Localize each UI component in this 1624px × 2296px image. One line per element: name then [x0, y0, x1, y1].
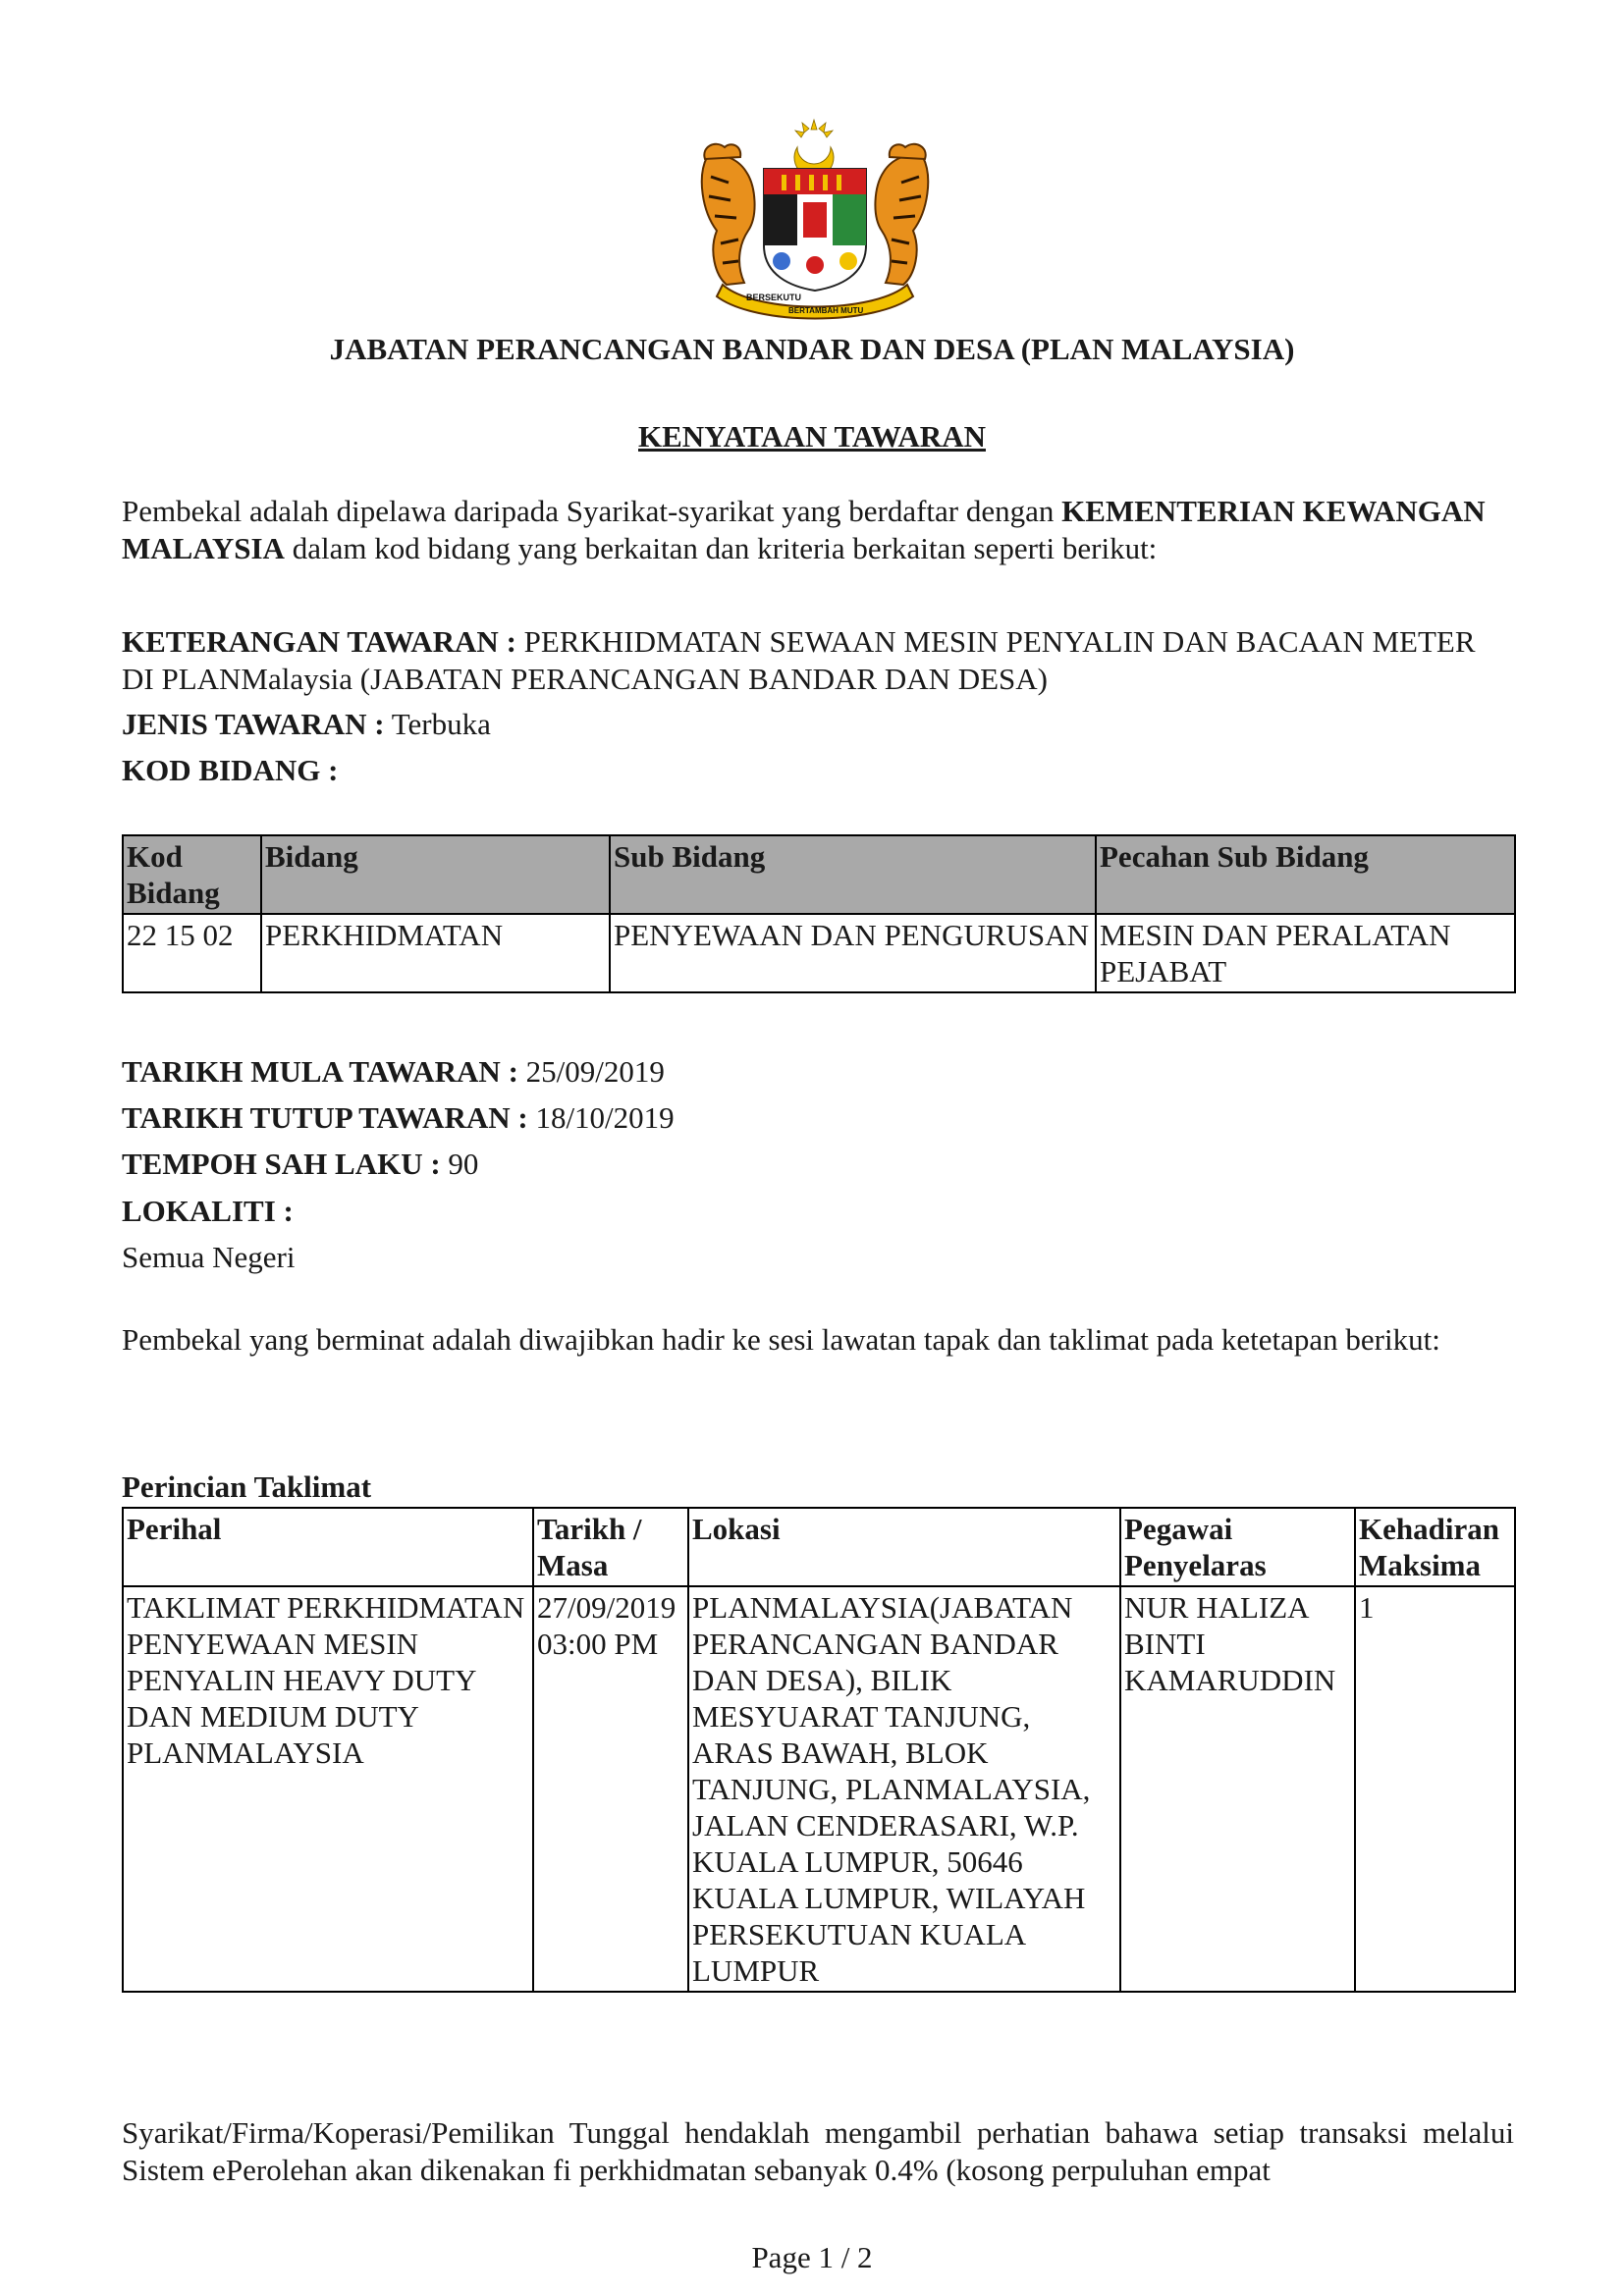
tempoh-sah-laku: TEMPOH SAH LAKU : 90: [122, 1147, 479, 1181]
taklimat-heading: Perincian Taklimat: [122, 1469, 372, 1504]
column-header: Lokasi: [688, 1508, 1120, 1586]
kod-bidang-table: [122, 834, 1516, 993]
lokaliti-value: Semua Negeri: [122, 1240, 296, 1274]
table-header-row: [123, 835, 1515, 914]
jenis-tawaran: JENIS TAWARAN : Terbuka: [122, 707, 491, 741]
page-number: Page 1 / 2: [751, 2240, 873, 2274]
table-cell: 27/09/2019 03:00 PM: [533, 1586, 688, 1992]
table-row: [123, 1586, 1515, 1992]
column-header: Kehadiran Maksima: [1355, 1508, 1515, 1586]
crest-motto-center: BERTAMBAH MUTU: [788, 306, 864, 315]
kod-bidang-label: KOD BIDANG :: [122, 753, 339, 787]
table-cell: MESIN DAN PERALATAN PEJABAT: [1096, 914, 1515, 992]
column-header: Pecahan Sub Bidang: [1096, 835, 1515, 914]
taklimat-table: [122, 1507, 1516, 1993]
tarikh-tutup: TARIKH TUTUP TAWARAN : 18/10/2019: [122, 1100, 675, 1135]
agency-name: JABATAN PERANCANGAN BANDAR DAN DESA (PLAN MALAYSIA): [329, 332, 1295, 366]
crest-motto-left: BERSEKUTU: [746, 293, 802, 302]
column-header: Sub Bidang: [610, 835, 1096, 914]
table-cell: 22 15 02: [123, 914, 261, 992]
column-header: Tarikh / Masa: [533, 1508, 688, 1586]
table-header-row: [123, 1508, 1515, 1586]
keterangan-tawaran: KETERANGAN TAWARAN : PERKHIDMATAN SEWAAN MESIN PENYALIN DAN BACAAN METER DI PLANMalaysia (JABATAN PERANCANGAN BANDAR DAN DESA): [122, 624, 1476, 696]
document-title: KENYATAAN TAWARAN: [638, 419, 986, 454]
column-header: Kod Bidang: [123, 835, 261, 914]
table-cell: PLANMALAYSIA(JABATAN PERANCANGAN BANDAR DAN DESA), BILIK MESYUARAT TANJUNG, ARAS BAWAH, BLOK TANJUNG, PLANMALAYSIA, JALAN CENDERASARI, W.P. KUALA LUMPUR, 50646 KUALA LUMPUR, WILAYAH PERSEKUTUAN KUALA LUMPUR: [688, 1586, 1120, 1992]
taklimat-intro: Pembekal yang berminat adalah diwajibkan hadir ke sesi lawatan tapak dan taklimat pada ketetapan berikut:: [122, 1322, 1440, 1357]
table-cell: 1: [1355, 1586, 1515, 1992]
table-cell: NUR HALIZA BINTI KAMARUDDIN: [1120, 1586, 1355, 1992]
transaction-fee-notice: Syarikat/Firma/Koperasi/Pemilikan Tunggal hendaklah mengambil perhatian bahawa setiap transaksi melalui Sistem ePerolehan akan dikenakan fi perkhidmatan sebanyak 0.4% (kosong perpuluhan empat: [122, 2115, 1514, 2187]
tarikh-mula: TARIKH MULA TAWARAN : 25/09/2019: [122, 1054, 665, 1089]
coat-of-arms-logo: [687, 118, 943, 324]
lokaliti-label: LOKALITI :: [122, 1194, 294, 1228]
column-header: Perihal: [123, 1508, 533, 1586]
table-cell: PENYEWAAN DAN PENGURUSAN: [610, 914, 1096, 992]
table-cell: TAKLIMAT PERKHIDMATAN PENYEWAAN MESIN PENYALIN HEAVY DUTY DAN MEDIUM DUTY PLANMALAYSIA: [123, 1586, 533, 1992]
column-header: Pegawai Penyelaras: [1120, 1508, 1355, 1586]
intro-paragraph: Pembekal adalah dipelawa daripada Syarikat-syarikat yang berdaftar dengan KEMENTERIAN KEWANGAN MALAYSIA dalam kod bidang yang berkaitan dan kriteria berkaitan seperti berikut:: [122, 494, 1486, 565]
table-cell: PERKHIDMATAN: [261, 914, 610, 992]
table-row: [123, 914, 1515, 992]
ministry-name: KEMENTERIAN KEWANGAN MALAYSIA: [122, 494, 1486, 565]
column-header: Bidang: [261, 835, 610, 914]
